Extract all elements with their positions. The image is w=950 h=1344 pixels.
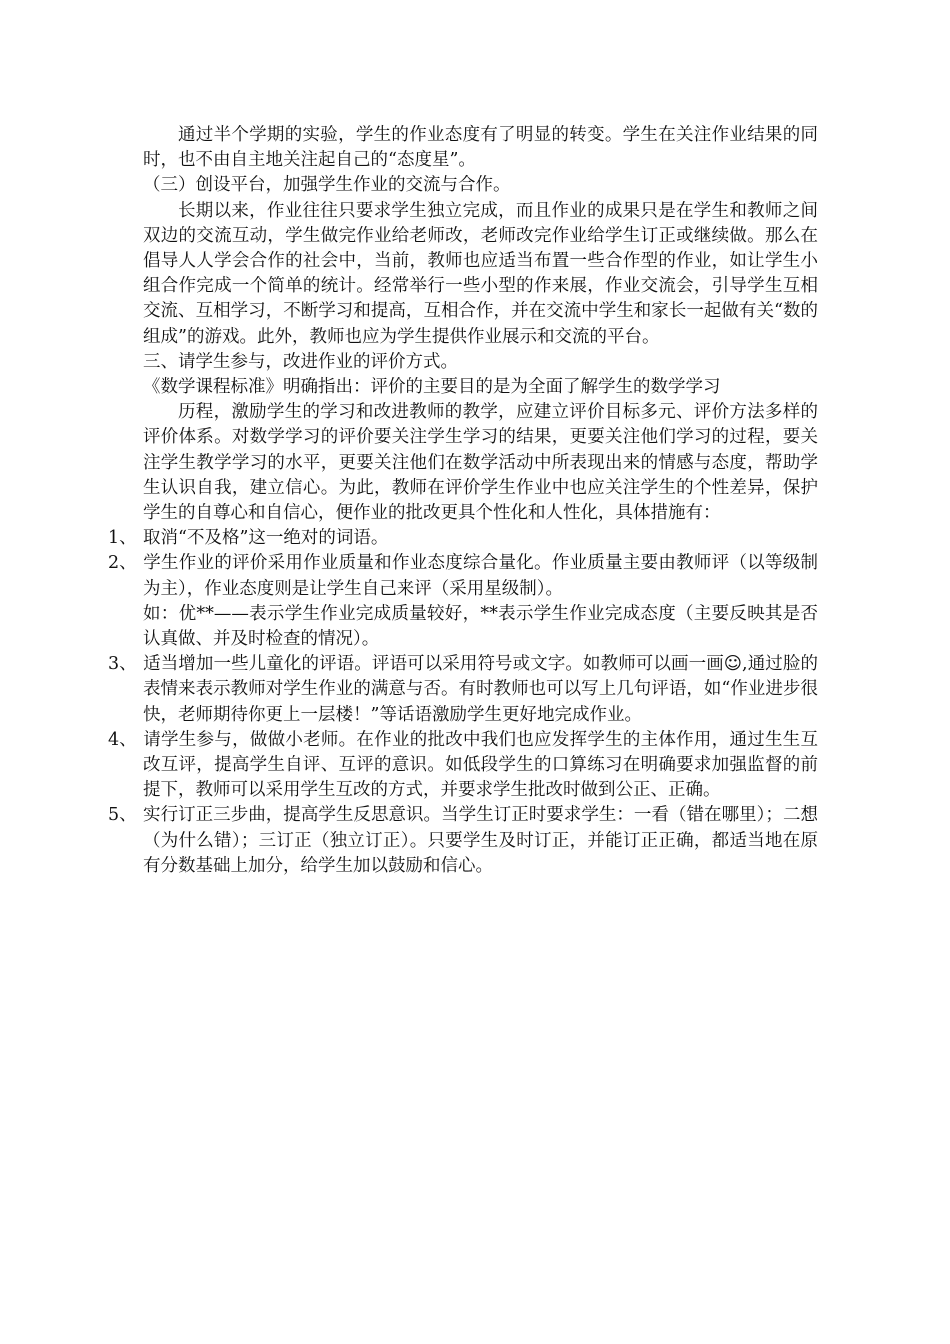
list-item-number: 2、 [108,553,137,574]
list-item-1 [108,526,818,551]
document-body [108,123,818,879]
section-heading-evaluation: 三、请学生参与，改进作业的评价方式。 [143,351,458,372]
paragraph-attitude-change: 通过半个学期的实验，学生的作业态度有了明显的转变。学生在关注作业结果的同时，也不由自主地关注起自己的“态度星”。 [143,125,818,171]
list-item-number: 1、 [108,528,137,549]
list-item-text: 取消“不及格”这一绝对的词语。 [143,528,389,549]
list-item-2 [108,551,818,601]
paragraph-standard-quote-first-line: 《数学课程标准》明确指出：评价的主要目的是为全面了解学生的数学学习 [143,377,721,398]
list-item-number: 4、 [108,729,137,750]
list-item-text-continued: ,通过脸的表情来表示教师对学生作业的满意与否。有时教师也可以写上几句评语，如“作业进步很快，老师期待你更上一层楼！”等话语激励学生更好地完成作业。 [143,654,818,725]
list-item-text: 请学生参与，做做小老师。在作业的批改中我们也应发挥学生的主体作用，通过生生互改互评，提高学生自评、互评的意识。如低段学生的口算练习在明确要求加强监督的前提下，教师可以采用学生互改的方式，并要求学生批改时做到公正、正确。 [143,729,818,801]
list-item-2-continuation: 如：优**——表示学生作业完成质量较好，**表示学生作业完成态度（主要反映其是否认真做、并及时检查的情况）。 [143,603,818,650]
paragraph-standard-quote-body: 历程，激励学生的学习和改进教师的教学，应建立评价目标多元、评价方法多样的评价体系。对数学学习的评价要关注学生学习的结果，更要关注他们学习的过程，要关注学生教学学习的水平，更要关注他们在数学活动中所表现出来的情感与态度，帮助学生认识自我，建立信心。为此，教师在评价学生作业中也应关注学生的个性差异，保护学生的自尊心和自信心，便作业的批改更具个性化和人性化，具体措施有： [143,402,818,524]
paragraph-cooperation: 长期以来，作业往往只要求学生独立完成，而且作业的成果只是在学生和教师之间双边的交流互动，学生做完作业给老师改，老师改完作业给学生订正或继续做。那么在倡导人人学会合作的社会中，当前，教师也应适当布置一些合作型的作业，如让学生小组合作完成一个简单的统计。经常举行一些小型的作来展，作业交流会，引导学生互相交流、互相学习，不断学习和提高，互相合作，并在交流中学生和家长一起做有关“数的组成”的游戏。此外，教师也应为学生提供作业展示和交流的平台。 [143,200,818,347]
list-item-text: 学生作业的评价采用作业质量和作业态度综合量化。作业质量主要由教师评（以等级制为主），作业态度则是让学生自己来评（采用星级制）。 [143,553,818,599]
list-item-4 [108,728,818,804]
list-item-3 [108,652,818,728]
section-heading-platform: （三）创设平台，加强学生作业的交流与合作。 [143,175,511,196]
list-item-text: 实行订正三步曲，提高学生反思意识。当学生订正时要求学生：一看（错在哪里）；二想（为什么错）；三订正（独立订正）。只要学生及时订正，并能订正正确，都适当地在原有分数基础上加分，给学生加以鼓励和信心。 [143,805,818,876]
list-item-text: 适当增加一些儿童化的评语。评语可以采用符号或文字。如教师可以画一画 [143,654,724,675]
list-item-number: 5、 [108,805,137,826]
list-item-5 [108,803,818,879]
smiley-face-icon: ☺ [723,654,743,675]
list-item-number: 3、 [108,654,137,675]
